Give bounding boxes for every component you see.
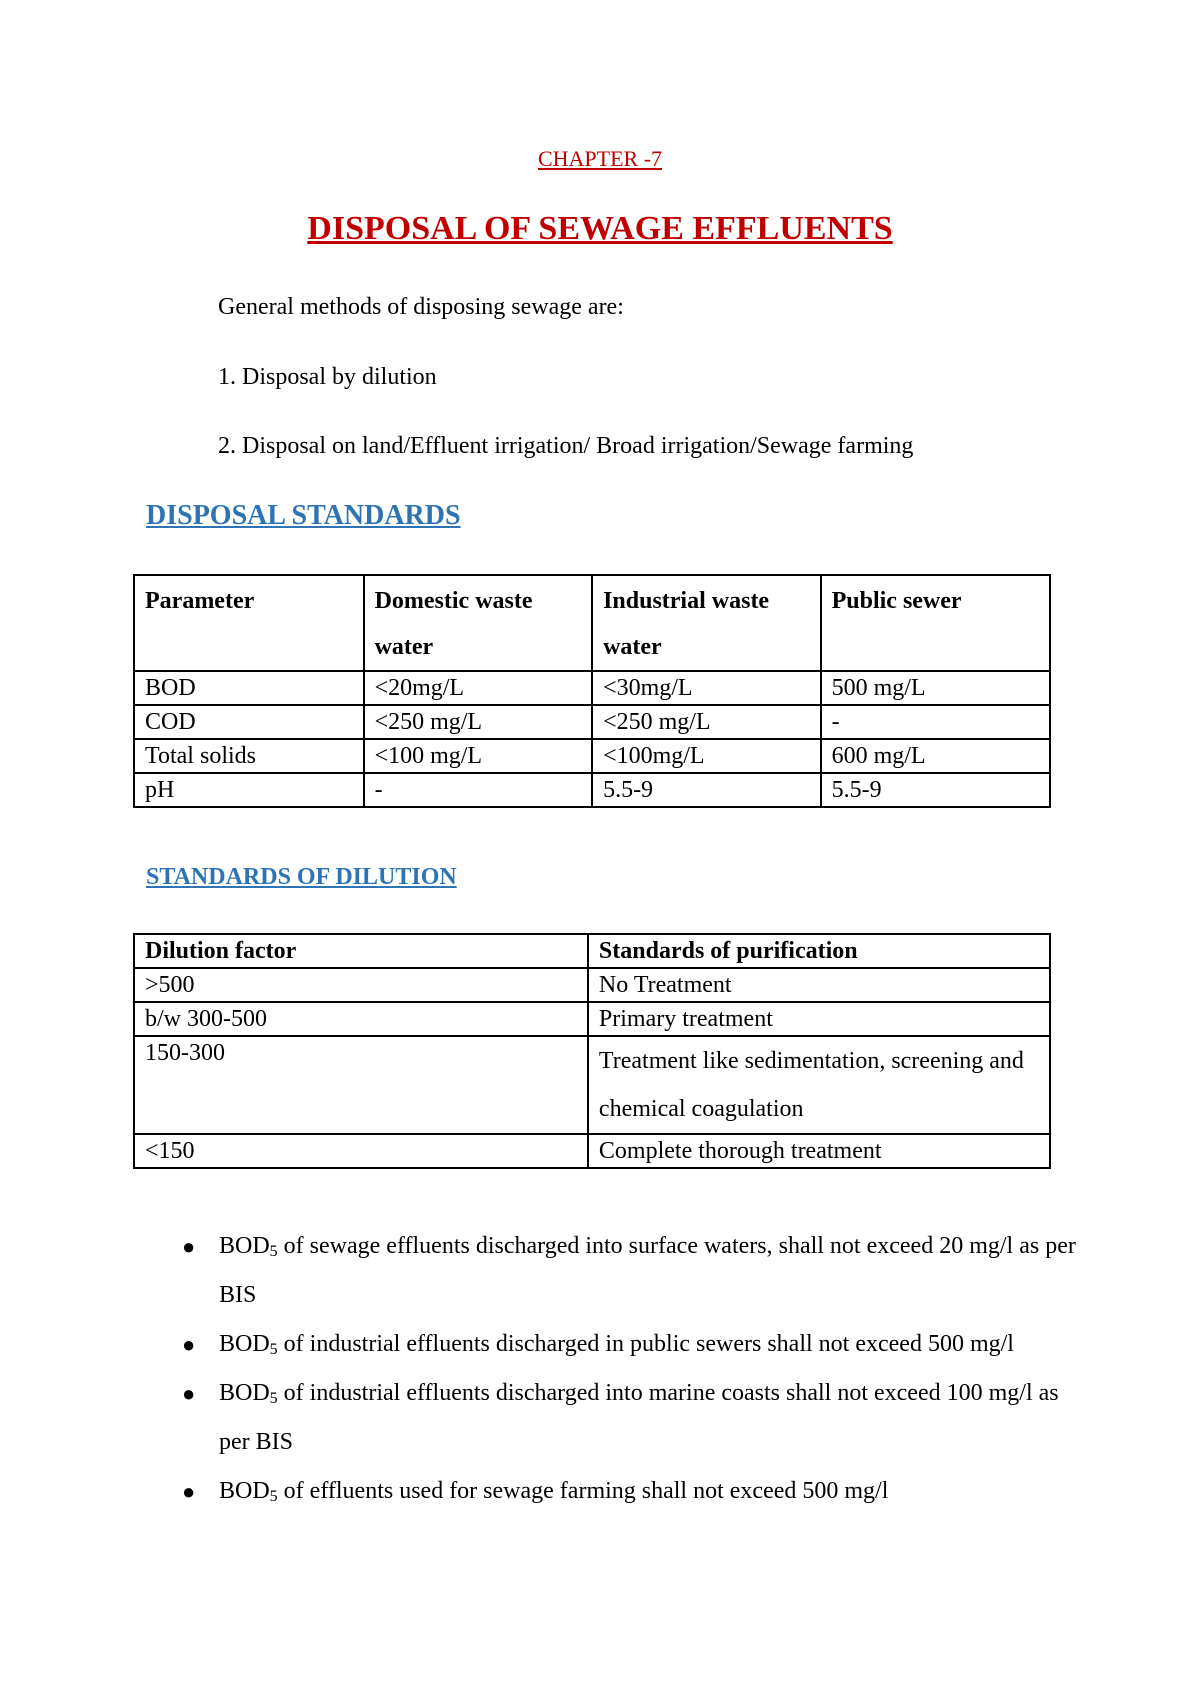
column-header: Domestic waste water xyxy=(364,575,593,671)
table-cell: - xyxy=(821,705,1050,739)
table-cell: Total solids xyxy=(134,739,364,773)
bullet-icon: ● xyxy=(182,1381,196,1406)
intro-lead: General methods of disposing sewage are: xyxy=(218,294,624,320)
table-row xyxy=(134,1036,1050,1134)
table-cell: 5.5-9 xyxy=(821,773,1050,807)
table-cell: <250 mg/L xyxy=(364,705,593,739)
bod-subscript: 5 xyxy=(269,1390,278,1407)
list-item xyxy=(0,1369,1089,1467)
table-cell: <150 xyxy=(134,1134,588,1168)
column-header: Dilution factor xyxy=(134,934,588,968)
table-row xyxy=(134,705,1050,739)
table-cell: pH xyxy=(134,773,364,807)
page-title: DISPOSAL OF SEWAGE EFFLUENTS xyxy=(307,210,893,247)
table-cell: <250 mg/L xyxy=(592,705,821,739)
bod-limits-list xyxy=(0,1222,1089,1516)
table-cell: Complete thorough treatment xyxy=(588,1134,1050,1168)
table-cell: - xyxy=(364,773,593,807)
table-cell: 150-300 xyxy=(134,1036,588,1134)
table-cell: 500 mg/L xyxy=(821,671,1050,705)
table-row xyxy=(134,671,1050,705)
table-cell: <30mg/L xyxy=(592,671,821,705)
table-cell: b/w 300-500 xyxy=(134,1002,588,1036)
table-cell: Treatment like sedimentation, screening and chemical coagulation xyxy=(588,1036,1050,1134)
bullet-text: of industrial effluents discharged in public sewers shall not exceed 500 mg/l xyxy=(277,1331,1014,1357)
bod-subscript: 5 xyxy=(269,1341,278,1358)
column-header: Public sewer xyxy=(821,575,1050,671)
bullet-icon: ● xyxy=(182,1234,196,1259)
dilution-standards-heading: STANDARDS OF DILUTION xyxy=(146,864,457,890)
table-row xyxy=(134,1134,1050,1168)
dilution-standards-table xyxy=(133,933,1051,1169)
table-row xyxy=(134,739,1050,773)
table-cell: Primary treatment xyxy=(588,1002,1050,1036)
table-cell: 5.5-9 xyxy=(592,773,821,807)
list-item xyxy=(0,1320,1089,1369)
bullet-text: of sewage effluents discharged into surface waters, shall not exceed 20 mg/l as per BIS xyxy=(219,1233,1076,1308)
bod-subscript: 5 xyxy=(269,1243,278,1260)
chapter-label: CHAPTER -7 xyxy=(537,146,663,171)
table-cell: <20mg/L xyxy=(364,671,593,705)
table-header-row xyxy=(134,575,1050,671)
bullet-text: of effluents used for sewage farming shall not exceed 500 mg/l xyxy=(277,1478,889,1504)
table-cell: BOD xyxy=(134,671,364,705)
list-item xyxy=(0,1222,1089,1320)
column-header: Parameter xyxy=(134,575,364,671)
table-cell: <100 mg/L xyxy=(364,739,593,773)
table-header-row xyxy=(134,934,1050,968)
method-item: 1. Disposal by dilution xyxy=(218,364,437,390)
table-cell: >500 xyxy=(134,968,588,1002)
disposal-standards-heading: DISPOSAL STANDARDS xyxy=(146,500,461,531)
bod-subscript: 5 xyxy=(269,1488,278,1505)
table-row xyxy=(134,968,1050,1002)
table-cell: No Treatment xyxy=(588,968,1050,1002)
table-row xyxy=(134,773,1050,807)
column-header: Standards of purification xyxy=(588,934,1050,968)
bod-prefix: BOD xyxy=(219,1478,270,1504)
bod-prefix: BOD xyxy=(219,1331,270,1357)
bullet-text: of industrial effluents discharged into marine coasts shall not exceed 100 mg/l as per BIS xyxy=(219,1380,1059,1455)
table-cell: COD xyxy=(134,705,364,739)
table-cell: <100mg/L xyxy=(592,739,821,773)
table-row xyxy=(134,1002,1050,1036)
bod-prefix: BOD xyxy=(219,1380,270,1406)
column-header: Industrial waste water xyxy=(592,575,821,671)
list-item xyxy=(0,1467,1089,1516)
disposal-standards-table xyxy=(133,574,1051,808)
bullet-icon: ● xyxy=(182,1479,196,1504)
bod-prefix: BOD xyxy=(219,1233,270,1259)
method-item: 2. Disposal on land/Effluent irrigation/ Broad irrigation/Sewage farming xyxy=(218,433,914,459)
table-cell: 600 mg/L xyxy=(821,739,1050,773)
bullet-icon: ● xyxy=(182,1332,196,1357)
